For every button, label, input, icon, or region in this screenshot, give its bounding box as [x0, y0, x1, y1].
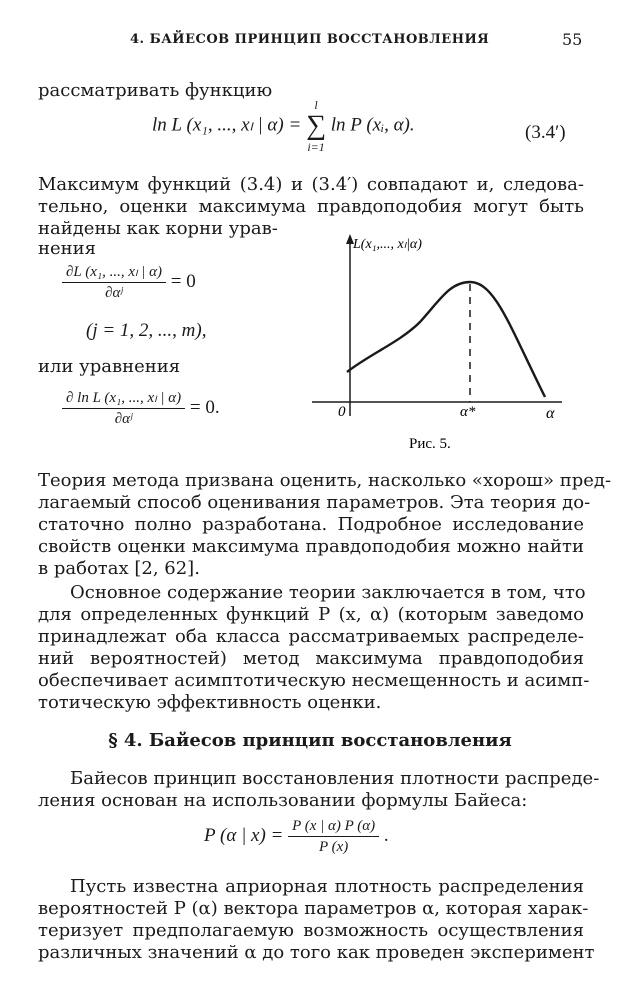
- content-line-1: Основное содержание теории заключается в том, что: [70, 582, 586, 603]
- equation-roots: [62, 262, 196, 303]
- roots-numerator: ∂L (x₁, ..., xₗ | α): [62, 262, 166, 283]
- peak-label: α*: [460, 404, 476, 420]
- equation-3-4-prime: [152, 98, 415, 154]
- log-denominator: ∂αʲ: [114, 411, 133, 427]
- bayes-denominator: P (x): [319, 839, 349, 855]
- sum-lower-limit: i=1: [307, 140, 325, 154]
- running-header: 4. БАЙЕСОВ ПРИНЦИП ВОССТАНОВЛЕНИЯ: [130, 32, 490, 47]
- figure-5: [300, 232, 590, 462]
- bayes-lhs: P (α | x) =: [204, 824, 284, 846]
- content-line-6: тотическую эффективность оценки.: [38, 692, 382, 713]
- paragraph-max-line-4: нения: [38, 238, 96, 259]
- y-axis-label: L(x₁,..., xₗ|α): [353, 237, 422, 252]
- equation-log: [62, 388, 220, 429]
- roots-fraction: [62, 262, 166, 303]
- index-range: (j = 1, 2, ..., m),: [86, 320, 207, 341]
- paragraph-max-line-3: найдены как корни урав-: [38, 218, 278, 239]
- equation-tag: (3.4′): [525, 122, 566, 143]
- bayes-numerator: P (x | α) P (α): [288, 816, 379, 837]
- or-line: или уравнения: [38, 356, 181, 377]
- paragraph-max-line-1: Максимум функций (3.4) и (3.4′) совпадают и, следова-: [38, 174, 584, 195]
- theory-line-2: лагаемый способ оценивания параметров. Эта теория до-: [38, 492, 591, 513]
- log-numerator: ∂ ln L (x₁, ..., xₗ | α): [62, 388, 185, 409]
- content-line-2: для определенных функций P (x, α) (которым заведомо: [38, 604, 584, 625]
- content-line-5: обеспечивает асимптотическую несмещенность и асимп-: [38, 670, 590, 691]
- content-line-3: принадлежат оба класса рассматриваемых распределе-: [38, 626, 584, 647]
- section-title: § 4. Байесов принцип восстановления: [108, 730, 512, 751]
- prior-line-4: различных значений α до того как проведен эксперимент: [38, 942, 595, 963]
- paragraph-max-line-2: тельно, оценки максимума правдоподобия могут быть: [38, 196, 584, 217]
- equation-bayes: [204, 816, 389, 857]
- intro-line: рассматривать функцию: [38, 80, 273, 101]
- eq-lhs: ln L (x₁, ..., xₗ | α) =: [152, 114, 302, 136]
- theory-line-5: в работах [2, 62].: [38, 558, 200, 579]
- bayes-end: .: [383, 824, 389, 846]
- theory-line-4: свойств оценки максимума правдоподобия можно найти: [38, 536, 584, 557]
- sum-upper-limit: l: [314, 98, 318, 112]
- eq-rhs: ln P (xᵢ, α).: [330, 114, 415, 136]
- content-line-4: ний вероятностей) метод максимума правдоподобия: [38, 648, 584, 669]
- x-axis-label: α: [546, 405, 555, 422]
- prior-line-2: вероятностей P (α) вектора параметров α, которая харак-: [38, 898, 589, 919]
- bayes-fraction: [288, 816, 379, 857]
- origin-label: 0: [338, 404, 346, 420]
- figure-caption: Рис. 5.: [409, 436, 451, 452]
- likelihood-curve: [347, 282, 545, 397]
- theory-line-1: Теория метода призвана оценить, насколько «хорош» пред-: [38, 470, 612, 491]
- bayes-line-2: ления основан на использовании формулы Байеса:: [38, 790, 528, 811]
- log-rhs: = 0.: [189, 396, 220, 418]
- log-fraction: [62, 388, 185, 429]
- page-number: 55: [562, 30, 583, 49]
- bayes-line-1: Байесов принцип восстановления плотности распреде-: [70, 768, 600, 789]
- roots-denominator: ∂αʲ: [105, 285, 123, 301]
- roots-rhs: = 0: [170, 270, 196, 292]
- theory-line-3: статочно полно разработана. Подробное исследование: [38, 514, 584, 535]
- sum-operator: l ∑ i=1: [306, 98, 327, 154]
- prior-line-1: Пусть известна априорная плотность распределения: [70, 876, 584, 897]
- prior-line-3: теризует предполагаемую возможность осуществления: [38, 920, 584, 941]
